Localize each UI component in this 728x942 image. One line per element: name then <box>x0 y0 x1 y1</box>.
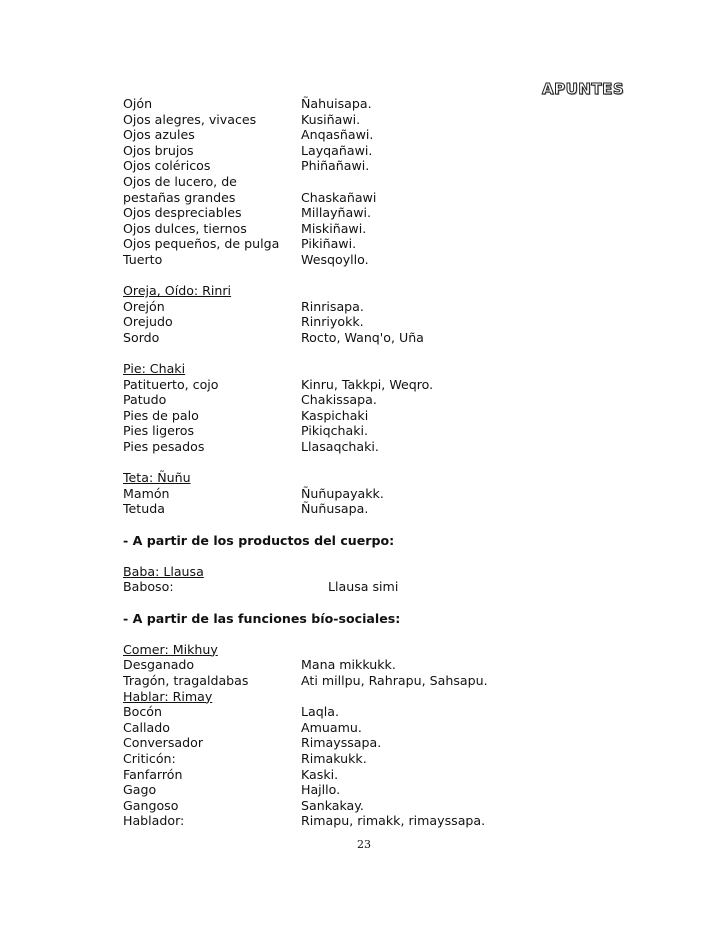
quechua-term: Chaskañawi <box>301 189 377 205</box>
spacer <box>123 268 643 284</box>
quechua-term: Hajllo. <box>301 782 341 798</box>
vocab-row <box>123 330 643 346</box>
vocab-row <box>123 112 643 128</box>
spanish-term: Gago <box>123 782 157 798</box>
vocab-row <box>123 673 643 689</box>
spanish-term: Ojos de lucero, de <box>123 173 237 189</box>
quechua-term: Kusiñawi. <box>301 111 361 127</box>
spanish-term: Bocón <box>123 704 162 720</box>
spanish-term: Conversador <box>123 735 204 751</box>
spanish-term: Tragón, tragaldabas <box>123 672 249 688</box>
document-body <box>123 96 643 829</box>
subheading: Teta: Ñuñu <box>123 470 191 486</box>
spanish-term: Pies ligeros <box>123 423 195 439</box>
subheading: Oreja, Oído: Rinri <box>123 283 232 299</box>
quechua-term: Wesqoyllo. <box>301 251 369 267</box>
quechua-term: Kinru, Takkpi, Weqro. <box>301 376 434 392</box>
quechua-term: Ñuñupayakk. <box>301 485 384 501</box>
vocab-row <box>123 798 643 814</box>
vocab-row <box>123 299 643 315</box>
quechua-term: Ati millpu, Rahrapu, Sahsapu. <box>301 672 488 688</box>
quechua-term: Kaspichaki <box>301 407 369 423</box>
quechua-term: Llasaqchaki. <box>301 439 379 455</box>
quechua-term: Mana mikkukk. <box>301 657 396 673</box>
spacer <box>123 595 643 611</box>
subheading: Hablar: Rimay <box>123 688 213 704</box>
vocab-row <box>123 751 643 767</box>
spanish-term: Pies pesados <box>123 439 205 455</box>
quechua-term: Amuamu. <box>301 719 362 735</box>
quechua-term: Rinriyokk. <box>301 314 364 330</box>
spacer <box>123 455 643 471</box>
spanish-term: Patituerto, cojo <box>123 376 219 392</box>
quechua-term: Millayñawi. <box>301 205 372 221</box>
quechua-term: Pikiñawi. <box>301 236 357 252</box>
spacer <box>123 346 643 362</box>
quechua-term: Chakissapa. <box>301 392 377 408</box>
vocab-row <box>123 236 643 252</box>
section-title: - A partir de los productos del cuerpo: <box>123 532 395 548</box>
spanish-term: Patudo <box>123 392 167 408</box>
vocab-row <box>123 501 643 517</box>
subheading: Baba: Llausa <box>123 563 204 579</box>
quechua-term: Kaski. <box>301 766 339 782</box>
quechua-term: Sankakay. <box>301 797 364 813</box>
vocab-row <box>123 143 643 159</box>
vocab-row <box>123 423 643 439</box>
vocab-row <box>123 205 643 221</box>
section-title: - A partir de las funciones bío-sociales: <box>123 610 401 626</box>
subheading: Pie: Chaki <box>123 361 186 377</box>
vocab-row <box>123 720 643 736</box>
quechua-term: Rimakukk. <box>301 750 367 766</box>
vocab-row <box>123 190 643 206</box>
spanish-term: Sordo <box>123 329 160 345</box>
spacer <box>123 626 643 642</box>
spanish-term: Ojos dulces, tiernos <box>123 220 247 236</box>
vocab-row <box>123 704 643 720</box>
spanish-term: Tuerto <box>123 251 163 267</box>
spanish-term: Orejón <box>123 298 165 314</box>
vocab-row <box>123 392 643 408</box>
spanish-term: Ojón <box>123 96 153 111</box>
quechua-term: Rimapu, rimakk, rimayssapa. <box>301 813 486 829</box>
vocab-row <box>123 221 643 237</box>
spacer <box>123 548 643 564</box>
vocab-row <box>123 158 643 174</box>
vocab-row <box>123 735 643 751</box>
page-header: APUNTES <box>542 80 625 98</box>
page-number: 23 <box>357 838 371 851</box>
quechua-term: Rimayssapa. <box>301 735 382 751</box>
spacer <box>123 517 643 533</box>
vocab-row <box>123 486 643 502</box>
quechua-term: Layqañawi. <box>301 142 373 158</box>
quechua-term: Rocto, Wanq'o, Uña <box>301 329 424 345</box>
spanish-term: Ojos alegres, vivaces <box>123 111 257 127</box>
vocab-row <box>123 314 643 330</box>
spanish-term: Desganado <box>123 657 195 673</box>
quechua-term: Rinrisapa. <box>301 298 364 314</box>
quechua-term: Ñahuisapa. <box>301 96 372 111</box>
quechua-term: Pikiqchaki. <box>301 423 369 439</box>
spanish-term: Ojos azules <box>123 127 195 143</box>
vocab-row <box>123 782 643 798</box>
spanish-term: Ojos pequeños, de pulga <box>123 236 280 252</box>
vocab-row <box>123 174 643 190</box>
spanish-term: Baboso: <box>123 579 174 595</box>
spanish-term: Gangoso <box>123 797 179 813</box>
spanish-term: Ojos despreciables <box>123 205 242 221</box>
vocab-row <box>123 96 643 112</box>
spanish-term: pestañas grandes <box>123 189 236 205</box>
subheading: Comer: Mikhuy <box>123 641 218 657</box>
spanish-term: Ojos brujos <box>123 142 194 158</box>
quechua-term: Phiñañawi. <box>301 158 370 174</box>
quechua-term: Llausa simi <box>328 579 399 595</box>
spanish-term: Orejudo <box>123 314 173 330</box>
spanish-term: Hablador: <box>123 813 185 829</box>
spanish-term: Pies de palo <box>123 407 199 423</box>
spanish-term: Fanfarrón <box>123 766 183 782</box>
quechua-term: Ñuñusapa. <box>301 501 369 517</box>
spanish-term: Tetuda <box>123 501 165 517</box>
vocab-row <box>123 813 643 829</box>
vocab-row <box>123 657 643 673</box>
quechua-term: Miskiñawi. <box>301 220 367 236</box>
spanish-term: Mamón <box>123 485 170 501</box>
vocab-row <box>123 767 643 783</box>
spanish-term: Callado <box>123 719 170 735</box>
vocab-row <box>123 377 643 393</box>
spanish-term: Ojos coléricos <box>123 158 211 174</box>
vocab-row <box>123 579 643 595</box>
vocab-row <box>123 127 643 143</box>
quechua-term: Laqla. <box>301 704 339 720</box>
vocab-row <box>123 252 643 268</box>
quechua-term: Anqasñawi. <box>301 127 374 143</box>
spanish-term: Criticón: <box>123 750 176 766</box>
vocab-row <box>123 439 643 455</box>
vocab-row <box>123 408 643 424</box>
